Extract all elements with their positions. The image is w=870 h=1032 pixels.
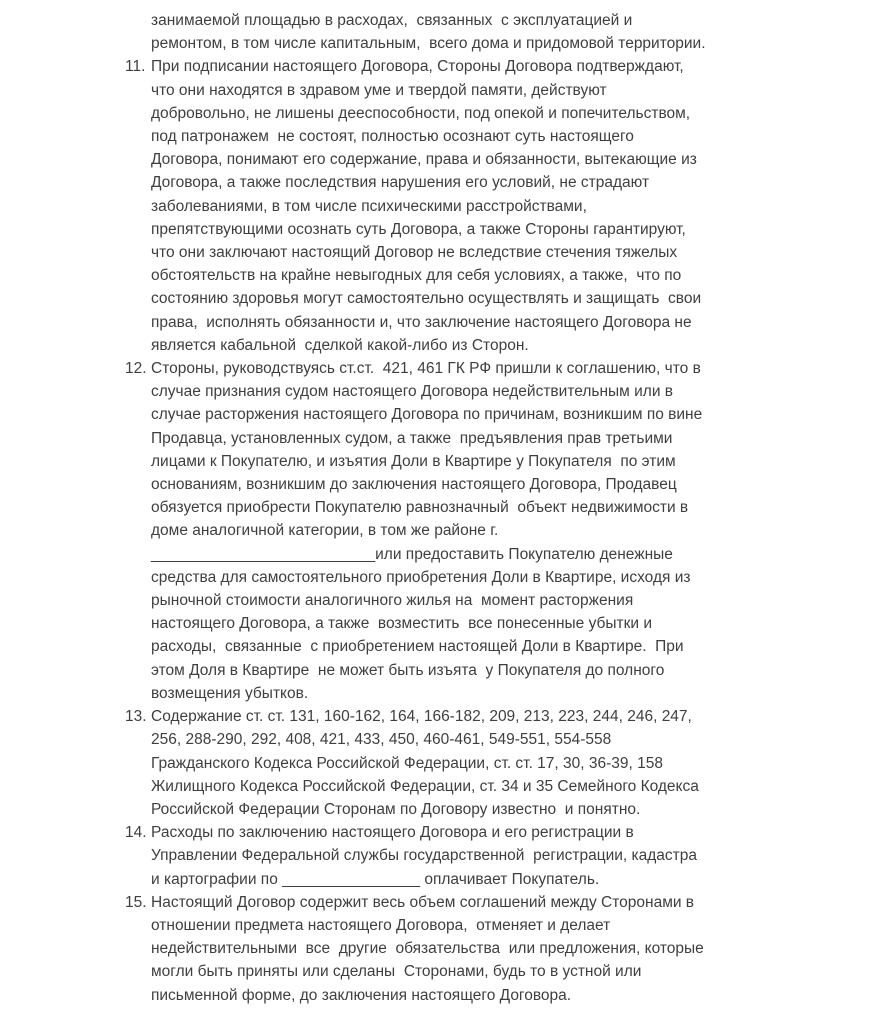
clause-number: 15.: [125, 893, 147, 911]
clause-15: [125, 891, 707, 1007]
clause-number: 11.: [125, 58, 146, 76]
clause-number: 12.: [125, 360, 147, 378]
clause-number: 14.: [125, 824, 147, 842]
clause-text: Содержание ст. ст. 131, 160-162, 164, 166-182, 209, 213, 223, 244, 246, 247, 256, 288-290, 292, 408, 421, 433, 450, 460-461, 549-551, 554-558 Гражданского Кодекса Российской Федерации, ст. ст. 17, 30, 36-39, 158 Жилищного Кодекса Российской Федерации, ст. 34 и 35 Семейного Кодекса Российской Федерации Сторонам по Договору известно и понятно.: [151, 708, 704, 818]
clause-11: [125, 55, 707, 357]
clause-text: Настоящий Договор содержит весь объем соглашений между Сторонами в отношении предмета настоящего Договора, отменяет и делает недействительными все другие обязательства или предложения, которые могли быть приняты или сделаны Сторонами, будь то в устной или письменной форме, до заключения настоящего Договора.: [151, 893, 709, 1004]
clause-12: [125, 357, 707, 705]
clause-text: Стороны, руководствуясь ст.ст. 421, 461 ГК РФ пришли к соглашению, что в случае признания судом настоящего Договора недействительным или в случае расторжения настоящего Договора по причинам, возникшим по вине Продавца, установленных судом, а также предъявления прав третьими лицами к Покупателю, и изъятия Доли в Квартире у Покупателя по этим основаниям, возникшим до заключения настоящего Договора, Продавец обязуется приобрести Покупателю равнозначный объект недвижимости в доме аналогичной категории, в том же районе г. __________________________или предоставить Покупателю денежные средства для самостоятельного приобретения Доли в Квартире, исходя из рыночной стоимости аналогичного жилья на момент расторжения настоящего Договора, а также возместить все понесенные убытки и расходы, связанные с приобретением настоящей Доли в Квартире. При этом Доля в Квартире не может быть изъята у Покупателя до полного возмещения убытков.: [151, 360, 707, 702]
clause-number: 13.: [125, 708, 147, 726]
paragraph-continuation: занимаемой площадью в расходах, связанных с эксплуатацией и ремонтом, в том числе капитальным, всего дома и придомовой территории.: [151, 12, 706, 53]
contract-text-block: [125, 9, 707, 1007]
clause-text: При подписании настоящего Договора, Стороны Договора подтверждают, что они находятся в здравом уме и твердой памяти, действуют добровольно, не лишены дееспособности, под опекой и попечительством, под патронажем не состоят, полностью осознают суть настоящего Договора, понимают его содержание, права и обязанности, вытекающие из Договора, а также последствия нарушения его условий, не страдают заболеваниями, в том числе психическими расстройствами, препятствующими осознать суть Договора, а также Стороны гарантируют, что они заключают настоящий Договор не вследствие стечения тяжелых обстоятельств на крайне невыгодных для себя условиях, а также, что по состоянию здоровья могут самостоятельно осуществлять и защищать свои права, исполнять обязанности и, что заключение настоящего Договора не является кабальной сделкой какой-либо из Сторон.: [151, 58, 706, 354]
clause-14: [125, 821, 707, 891]
clause-text: Расходы по заключению настоящего Договора и его регистрации в Управлении Федеральной службы государственной регистрации, кадастра и картографии по ________________ оплачивает Покупатель.: [151, 824, 706, 888]
clause-13: [125, 705, 707, 821]
